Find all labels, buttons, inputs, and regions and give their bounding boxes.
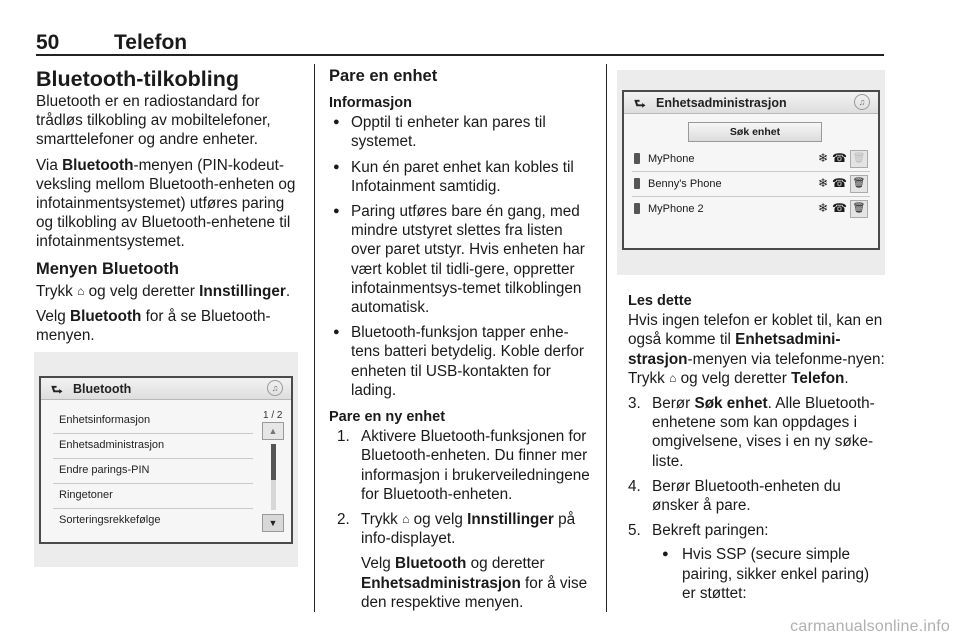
scroll-up-button[interactable]: ▲ [262, 422, 284, 440]
music-note-icon[interactable]: ♫ [267, 380, 283, 396]
note-paragraph: Hvis ingen telefon er koblet til, kan en også komme til Enhetsadmini-strasjon-menyen via telefonme-nyen: Trykk ⌂ og velg deretter Telefon. [628, 312, 885, 387]
note-label: Les dette [628, 293, 692, 309]
call-icon: ☎ [832, 151, 847, 165]
list-item: ● Hvis SSP (secure simple pairing, sikker enkel paring) er støttet: [658, 545, 886, 603]
list-item: ● Paring utføres bare én gang, med mindre utstyret slettes fra listen over paret utstyr. Hvis enheten har vært koblet til tidli-gere, oppretter infotainmentsys-temet tilkoblingen automatisk. [329, 202, 594, 317]
info-bullet-list [329, 113, 594, 400]
steps-list [337, 427, 594, 612]
list-item: 3. Berør Søk enhet. Alle Bluetooth-enhetene som kan oppdages i omgivelsene, vises i en ny søke-liste. [628, 395, 875, 470]
call-icon: ☎ [832, 201, 847, 215]
new-device-label: Pare en ny enhet [329, 409, 446, 426]
section-heading: Pare en enhet [329, 67, 438, 85]
bluetooth-screen [39, 376, 293, 544]
screen-title-bar [624, 92, 878, 114]
select-bluetooth-paragraph: Velg Bluetooth for å se Bluetooth-menyen. [36, 307, 271, 345]
back-arrow-icon[interactable]: ⮑ [51, 382, 63, 397]
list-item: ● Kun én paret enhet kan kobles til Infotainment samtidig. [329, 158, 594, 196]
subsection-heading: Menyen Bluetooth [36, 259, 179, 278]
scroll-down-button[interactable]: ▼ [262, 514, 284, 532]
steps-list-continued [628, 394, 886, 603]
device-management-screenshot [617, 70, 885, 275]
column-3 [628, 292, 886, 609]
bluetooth-menu-paragraph: Via Bluetooth-menyen (PIN-kodeut-veksling mellom Bluetooth-enheten og infotainmentsystemet) utføres paring og tilkobling av Bluetooth-enhetene til infotainmentsystemet. [36, 156, 296, 251]
list-item: 5. Bekreft paringen: ● Hvis SSP (secure simple pairing, sikker enkel paring) er støttet: [628, 521, 886, 603]
delete-icon[interactable]: 🗑 [850, 200, 868, 218]
intro-paragraph: Bluetooth er en radiostandard for trådløs tilkobling av mobiltelefoner, smarttelefoner og andre enheter. [36, 93, 271, 149]
music-note-icon[interactable]: ♫ [854, 94, 870, 110]
list-item: 4. Berør Bluetooth-enheten du ønsker å pare. [628, 477, 841, 515]
delete-icon[interactable]: 🗑 [850, 150, 868, 168]
delete-icon[interactable]: 🗑 [850, 175, 868, 193]
phone-icon [634, 178, 640, 189]
menu-item[interactable]: Endre parings-PIN [53, 464, 253, 484]
list-item: ● Opptil ti enheter kan pares til systemet. [329, 113, 594, 151]
column-2 [329, 64, 594, 618]
bluetooth-menu-screenshot [34, 352, 298, 567]
instruction-paragraph: Trykk ⌂ og velg deretter Innstillinger. [36, 282, 291, 300]
page-number: 50 [36, 31, 60, 54]
phone-icon [634, 203, 640, 214]
device-row[interactable]: MyPhone ❄ ☎ 🗑 [632, 148, 870, 172]
screen-title-bar [41, 378, 291, 400]
column-divider-2 [606, 64, 607, 612]
watermark-site: carmanualsonline.info [790, 618, 950, 635]
list-item: 2. Trykk ⌂ og velg Innstillinger på info-displayet. Velg Bluetooth og deretter Enhetsadministrasjon for å vise den respektive menyen. [337, 510, 594, 612]
menu-item[interactable]: Sorteringsrekkefølge [59, 514, 161, 526]
section-heading: Bluetooth-tilkobling [36, 67, 240, 91]
page-indicator: 1 / 2 [263, 410, 283, 421]
sub-bullet-list [658, 545, 886, 603]
scrollbar-thumb[interactable] [271, 444, 276, 480]
column-divider-1 [314, 64, 315, 612]
menu-item[interactable]: Ringetoner [53, 489, 253, 509]
bluetooth-icon: ❄ [818, 176, 829, 190]
bluetooth-icon: ❄ [818, 151, 829, 165]
menu-item[interactable]: Enhetsadministrasjon [53, 439, 253, 459]
home-icon: ⌂ [669, 370, 677, 385]
bluetooth-icon: ❄ [818, 201, 829, 215]
chapter-title: Telefon [114, 31, 188, 54]
device-management-screen [622, 90, 880, 250]
menu-item[interactable]: Enhetsinformasjon [53, 414, 253, 434]
phone-icon [634, 153, 640, 164]
back-arrow-icon[interactable]: ⮑ [634, 96, 646, 111]
screen-title: Bluetooth [73, 382, 132, 396]
list-item: 1. Aktivere Bluetooth-funksjonen for Bluetooth-enheten. Du finner mer informasjon i brukerveiledningene for Bluetooth-enheten. [337, 428, 590, 503]
home-icon: ⌂ [77, 283, 85, 298]
header-rule [36, 54, 884, 56]
device-row[interactable]: MyPhone 2 ❄ ☎ 🗑 [632, 198, 870, 222]
screen-title: Enhetsadministrasjon [656, 96, 787, 110]
column-1 [36, 64, 300, 351]
call-icon: ☎ [832, 176, 847, 190]
info-label: Informasjon [329, 95, 412, 111]
search-device-button[interactable]: Søk enhet [688, 122, 822, 142]
device-row[interactable]: Benny's Phone ❄ ☎ 🗑 [632, 173, 870, 197]
home-icon: ⌂ [402, 512, 410, 527]
list-item: ● Bluetooth-funksjon tapper enhe-tens batteri betydelig. Koble derfor enheten til USB-kontakten for lading. [329, 323, 594, 400]
step-detail: Velg Bluetooth og deretter Enhetsadministrasjon for å vise den respektive menyen. [361, 555, 588, 611]
